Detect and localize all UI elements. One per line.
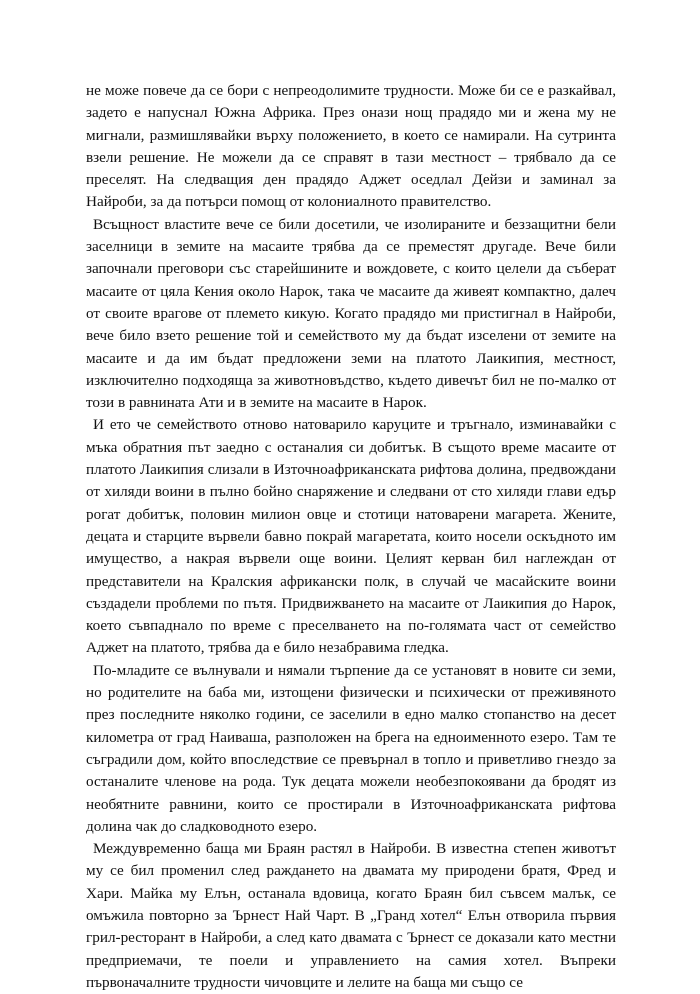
paragraph-5: Междувременно баща ми Браян растял в Найроби. В известна степен животът му се бил променил след раждането на двамата му природени братя, Фред и Хари. Майка му Елън, останала вдовица, когато Браян бил съвсем малък, се омъжила повторно за Ърнест Най Чарт. В „Гранд хотел“ Елън отворила първия грил-ресторант в Найроби, а след като двамата с Ърнест се доказали като местни предприемачи, те поели и управлението на самия хотел. Въпреки първоначалните трудности чичовците и лелите на баща ми също се (86, 840, 616, 991)
paragraph-2: Всъщност властите вече се били досетили, че изолираните и беззащитни бели заселници в земите на масаите трябва да се преместят другаде. Вече били започнали преговори със старейшините и вождовете, с които целели да съберат масаите от цяла Кения около Нарок, така че масаите да живеят компактно, далеч от своите врагове от племето кикую. Когато прадядо ми пристигнал в Найроби, вече било взето решение той и семейството му да бъдат изселени от земите на масаите и да им бъдат предложени земи на платото Лаикипия, местност, изключително подходяща за животновъдство, където дивечът бил не по-малко от този в равнината Ати и в земите на масаите в Нарок. (86, 215, 616, 412)
paragraph-3: И ето че семейството отново натоварило каруците и тръгнало, изминавайки с мъка обратния път заедно с останалия си добитък. В същото време масаите от платото Лаикипия слизали в Източноафриканската рифтова долина, предвождани от хиляди воини в пълно бойно снаряжение и следвани от сто хиляди глави едър рогат добитък, половин милион овце и стотици натоварени магарета. Жените, децата и старците вървели бавно покрай магаретата, които носели оскъдното им имущество, а накрая вървели още воини. Целият керван бил наглеждан от представители на Кралския африкански полк, в случай че масайските воини създадели проблеми по пътя. Придвижването на масаите от Лаикипия до Нарок, което съвпаднало по време с преселването на по-голямата част от семейство Аджет на платото, трябва да е било незабравима гледка. (86, 416, 616, 657)
document-page (86, 80, 616, 994)
paragraph-1: не може повече да се бори с непреодолимите трудности. Може би се е разкайвал, задето е напуснал Южна Африка. През онази нощ прадядо ми и жена му не мигнали, размишлявайки върху положението, в което се намирали. На сутринта взели решение. Не можели да се справят в тази местност – трябвало да се преселят. На следващия ден прадядо Аджет оседлал Дейзи и заминал за Найроби, за да потърси помощ от колониалното правителство. (86, 82, 616, 211)
paragraph-4: По-младите се вълнували и нямали търпение да се установят в новите си земи, но родителите на баба ми, изтощени физически и психически от преживяното през последните няколко години, се заселили в едно малко стопанство на десет километра от град Наиваша, разположен на брега на едноименното езеро. Там те съградили дом, който впоследствие се превърнал в топло и приветливо гнездо за останалите членове на рода. Тук децата можели необезпокоявани да бродят из необятните равнини, които се простирали в Източноафриканската рифтова долина чак до сладководното езеро. (86, 661, 616, 835)
